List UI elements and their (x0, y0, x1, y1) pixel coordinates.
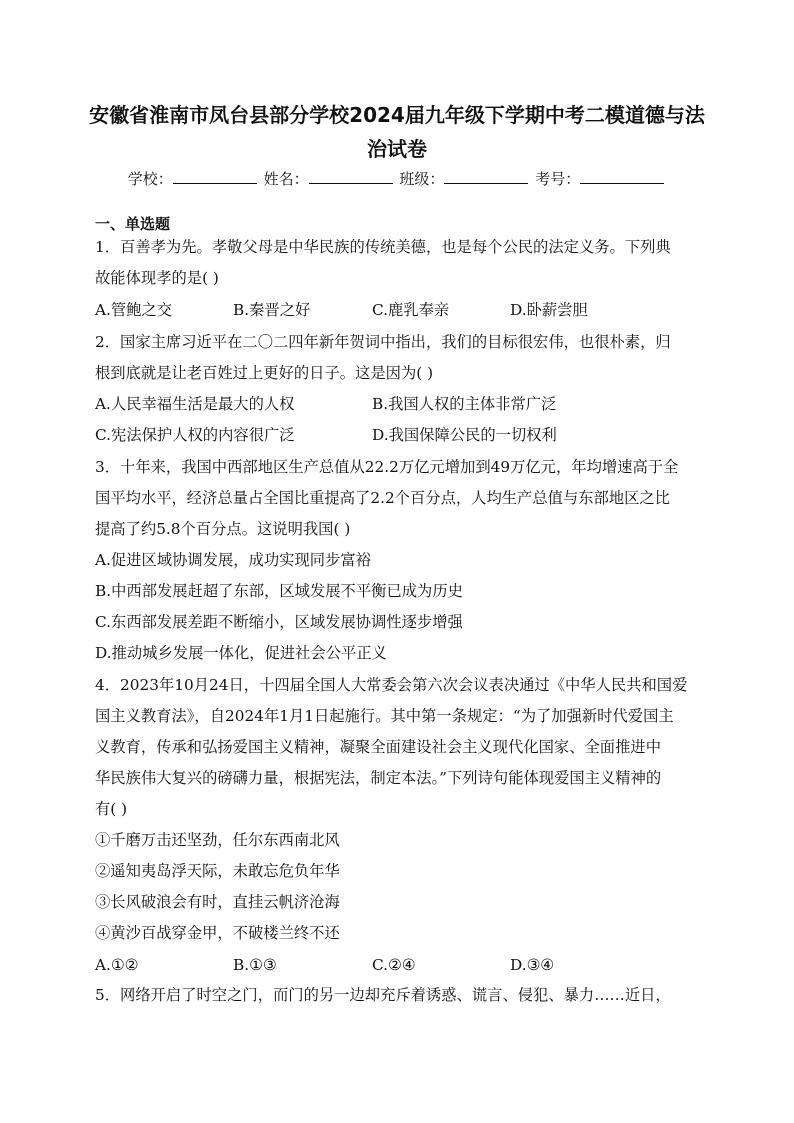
q4-line-1: 4．2023年10月24日，十四届全国人大常委会第六次会议表决通过《中华人民共和国爱 (95, 676, 688, 694)
q2-line-1: 2．国家主席习近平在二〇二四年新年贺词中指出，我们的目标很宏伟，也很朴素，归 (95, 333, 671, 351)
section-heading: 一、单选题 (95, 215, 171, 233)
q4-item-3: ③长风破浪会有时，直挂云帆济沧海 (95, 893, 340, 911)
q1-option-a[interactable]: A.管鲍之交 (95, 301, 173, 319)
q3-option-a[interactable]: A.促进区域协调发展，成功实现同步富裕 (95, 551, 371, 569)
class-label: 班级： (399, 170, 445, 188)
student-info-line (0, 168, 794, 190)
number-label: 考号： (535, 170, 581, 188)
school-blank[interactable] (173, 169, 257, 184)
q4-item-2: ②遥知夷岛浮天际，未敢忘危负年华 (95, 862, 340, 880)
q4-option-a[interactable]: A.①② (95, 956, 139, 974)
title-line-1: 安徽省淮南市凤台县部分学校2024届九年级下学期中考二模道德与法 (89, 103, 705, 127)
q3-line-2: 国平均水平，经济总量占全国比重提高了2.2个百分点，人均生产总值与东部地区之比 (95, 489, 671, 507)
q1-option-d[interactable]: D.卧薪尝胆 (510, 301, 588, 319)
q3-line-1: 3．十年来，我国中西部地区生产总值从22.2万亿元增加到49万亿元，年均增速高于全 (95, 458, 679, 476)
q1-line-2: 故能体现孝的是( ) (95, 269, 219, 287)
exam-title (60, 98, 734, 166)
q4-item-4: ④黄沙百战穿金甲，不破楼兰终不还 (95, 924, 340, 942)
q3-option-c[interactable]: C.东西部发展差距不断缩小，区域发展协调性逐步增强 (95, 613, 463, 631)
q4-option-b[interactable]: B.①③ (233, 956, 277, 974)
q2-option-a[interactable]: A.人民幸福生活是最大的人权 (95, 395, 295, 413)
q4-line-5: 有( ) (95, 800, 128, 818)
q1-option-b[interactable]: B.秦晋之好 (233, 301, 311, 319)
class-blank[interactable] (444, 169, 528, 184)
number-blank[interactable] (580, 169, 664, 184)
q3-option-d[interactable]: D.推动城乡发展一体化，促进社会公平正义 (95, 644, 387, 662)
q2-option-d[interactable]: D.我国保障公民的一切权利 (372, 426, 557, 444)
q4-option-c[interactable]: C.②④ (372, 956, 416, 974)
q4-line-3: 义教育，传承和弘扬爱国主义精神，凝聚全面建设社会主义现代化国家、全面推进中 (95, 738, 661, 756)
q5-line-1: 5．网络开启了时空之门，而门的另一边却充斥着诱惑、谎言、侵犯、暴力……近日， (95, 986, 671, 1004)
q4-line-2: 国主义教育法》，自2024年1月1日起施行。其中第一条规定：“为了加强新时代爱国主 (95, 707, 674, 725)
q3-option-b[interactable]: B.中西部发展赶超了东部，区域发展不平衡已成为历史 (95, 582, 463, 600)
q1-option-c[interactable]: C.鹿乳奉亲 (372, 301, 450, 319)
q1-line-1: 1．百善孝为先。孝敬父母是中华民族的传统美德，也是每个公民的法定义务。下列典 (95, 238, 671, 256)
q2-option-b[interactable]: B.我国人权的主体非常广泛 (372, 395, 557, 413)
name-label: 姓名： (263, 170, 309, 188)
q2-line-2: 根到底就是让老百姓过上更好的日子。这是因为( ) (95, 364, 434, 382)
q4-line-4: 华民族伟大复兴的磅礴力量，根据宪法，制定本法。”下列诗句能体现爱国主义精神的 (95, 769, 662, 787)
q3-line-3: 提高了约5.8个百分点。这说明我国( ) (95, 520, 351, 538)
q4-item-1: ①千磨万击还坚劲，任尔东西南北风 (95, 831, 340, 849)
q4-option-d[interactable]: D.③④ (510, 956, 555, 974)
q2-option-c[interactable]: C.宪法保护人权的内容很广泛 (95, 426, 295, 444)
name-blank[interactable] (309, 169, 393, 184)
school-label: 学校： (127, 170, 173, 188)
title-line-2: 治试卷 (367, 137, 427, 161)
